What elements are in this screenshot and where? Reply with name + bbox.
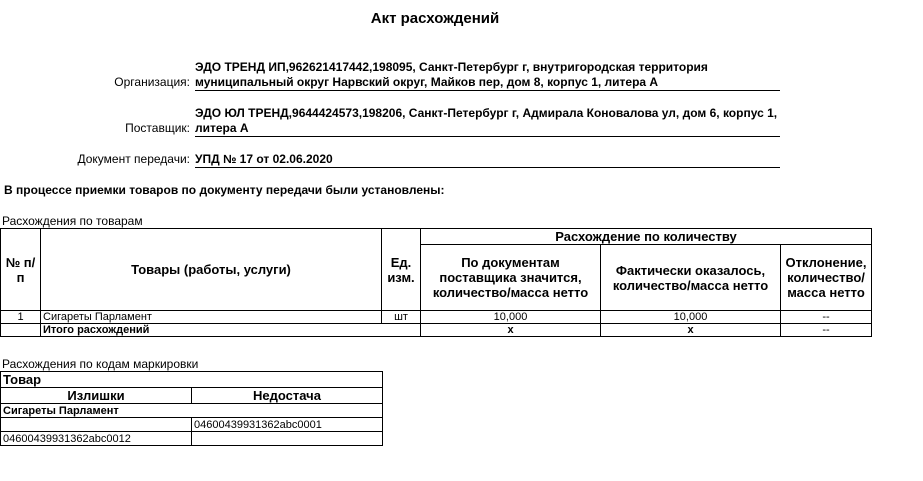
row-actual: 10,000 xyxy=(601,311,781,324)
row-deviation: -- xyxy=(781,311,872,324)
marking-section-caption: Расхождения по кодам маркировки xyxy=(2,357,199,371)
marking-codes-table xyxy=(0,371,383,446)
row-by-docs: 10,000 xyxy=(421,311,601,324)
header-product: Товар xyxy=(1,372,383,388)
document-title: Акт расхождений xyxy=(370,10,500,27)
marking-product-name: Сигареты Парламент xyxy=(1,404,383,418)
header-unit: Ед. изм. xyxy=(382,229,421,311)
shortage-code: 04600439931362abc0001 xyxy=(192,418,383,432)
header-surplus: Излишки xyxy=(1,388,192,404)
surplus-code: 04600439931362abc0012 xyxy=(1,432,192,446)
table-row xyxy=(1,311,872,324)
shortage-code xyxy=(192,432,383,446)
surplus-code xyxy=(1,418,192,432)
header-shortage: Недостача xyxy=(192,388,383,404)
header-deviation: Отклонение, количество/ масса нетто xyxy=(781,245,872,311)
header-by-docs: По документам поставщика значится, количество/масса нетто xyxy=(421,245,601,311)
table-row xyxy=(1,418,383,432)
row-unit: шт xyxy=(382,311,421,324)
transfer-doc-label: Документ передачи: xyxy=(77,152,190,166)
row-num: 1 xyxy=(1,311,41,324)
row-name: Сигареты Парламент xyxy=(41,311,382,324)
goods-section-caption: Расхождения по товарам xyxy=(2,214,143,228)
total-deviation: -- xyxy=(781,324,872,337)
table-row xyxy=(1,432,383,446)
goods-discrepancy-table xyxy=(0,228,872,337)
acceptance-statement: В процессе приемки товаров по документу передачи были установлены: xyxy=(4,183,445,197)
total-blank xyxy=(1,324,41,337)
total-by-docs: x xyxy=(421,324,601,337)
transfer-doc-value: УПД № 17 от 02.06.2020 xyxy=(195,152,780,168)
organization-value: ЭДО ТРЕНД ИП,962621417442,198095, Санкт-Петербург г, внутригородская территория муниципальный округ Нарвский округ, Майков пер, дом 8, корпус 1, литера А xyxy=(195,60,780,91)
supplier-value: ЭДО ЮЛ ТРЕНД,9644424573,198206, Санкт-Петербург г, Адмирала Коновалова ул, дом 6, корпус 1, литера А xyxy=(195,106,780,137)
total-actual: x xyxy=(601,324,781,337)
total-row xyxy=(1,324,872,337)
header-actual: Фактически оказалось, количество/масса нетто xyxy=(601,245,781,311)
supplier-label: Поставщик: xyxy=(125,121,190,135)
organization-label: Организация: xyxy=(114,75,190,89)
header-num: № п/п xyxy=(1,229,41,311)
header-goods: Товары (работы, услуги) xyxy=(41,229,382,311)
total-label: Итого расхождений xyxy=(41,324,421,337)
header-qty-group: Расхождение по количеству xyxy=(421,229,872,245)
